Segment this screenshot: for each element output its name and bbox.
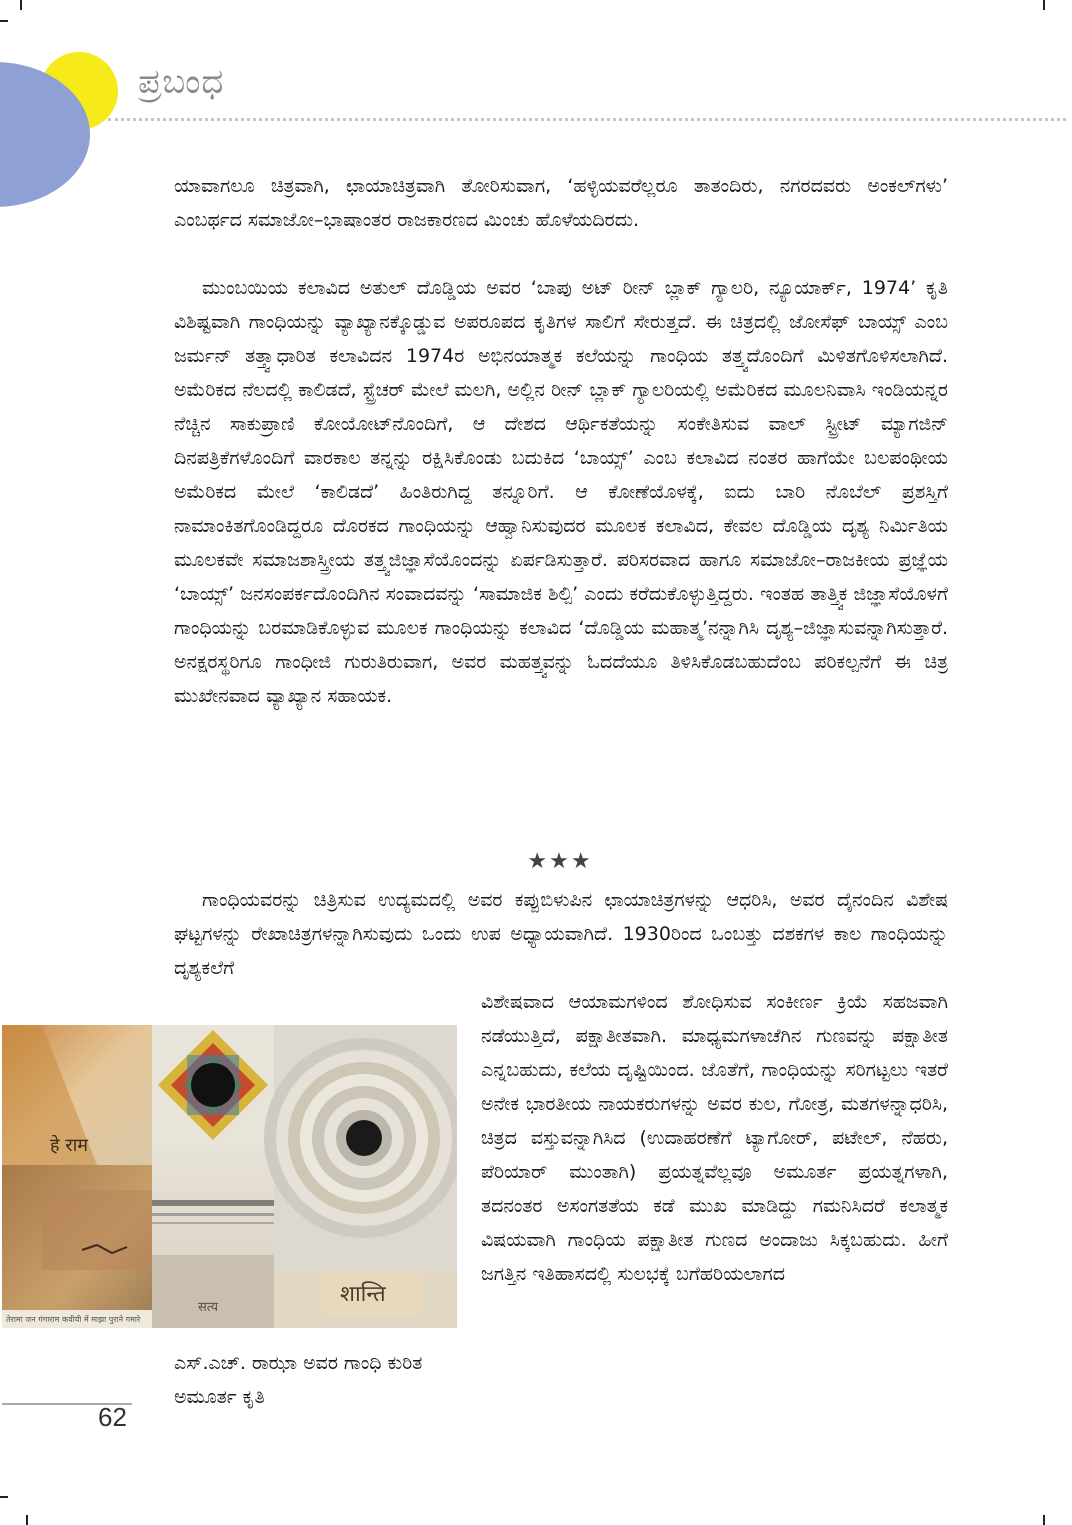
section-title: ಪ್ರಬಂಧ [138, 62, 225, 102]
section-separator-stars: ★★★ [527, 849, 593, 874]
label-he-ram: हे राम [50, 1135, 89, 1156]
paragraph-4: ವಿಶೇಷವಾದ ಆಯಾಮಗಳಿಂದ ಶೋಧಿಸುವ ಸಂಕೀರ್ಣ ಕ್ರಿಯೆ ಸಹಜವಾಗಿ ನಡೆಯುತ್ತಿದೆ, ಪಕ್ಷಾತೀತವಾಗಿ. ಮಾಧ್ಯಮಗಳಾಚೆಗಿನ ಗುಣವನ್ನು ಪಕ್ಷಾತೀತ ಎನ್ನಬಹುದು, ಕಲೆಯ ದೃಷ್ಟಿಯಿಂದ. ಜೊತೆಗೆ, ಗಾಂಧಿಯನ್ನು ಸರಿಗಟ್ಟಲು ಇತರೆ ಅನೇಕ ಭಾರತೀಯ ನಾಯಕರುಗಳನ್ನು ಅವರ ಕುಲ, ಗೋತ್ರ, ಮತಗಳನ್ನಾಧರಿಸಿ, ಚಿತ್ರದ ವಸ್ತುವನ್ನಾಗಿಸಿದ (ಉದಾಹರಣೆಗೆ ಟ್ಯಾಗೋರ್, ಪಟೇಲ್, ನೆಹರು, ಪೆರಿಯಾರ್ ಮುಂತಾಗಿ) ಪ್ರಯತ್ನವೆಲ್ಲವೂ ಅಮೂರ್ತ ಪ್ರಯತ್ನಗಳಾಗಿ, ತದನಂತರ ಅಸಂಗತತೆಯ ಕಡೆ ಮುಖ ಮಾಡಿದ್ದು ಗಮನಿಸಿದರೆ ಕಲಾತ್ಮಕ ವಿಷಯವಾಗಿ ಗಾಂಧಿಯ ಪಕ್ಷಾತೀತ ಗುಣದ ಅಂದಾಜು ಸಿಕ್ಕಬಹುದು. ಹೀಗೆ ಜಗತ್ತಿನ ಇತಿಹಾಸದಲ್ಲಿ ಸುಲಭಕ್ಕೆ ಬಗೆಹರಿಯಲಾಗದ [481, 991, 948, 1285]
crop-mark [20, 0, 22, 10]
label-bottom-strip: तेरामा जन गंगाराम कवीयी में माझा पुराने गमारे [6, 1315, 141, 1324]
abstract-gandhi-painting [2, 1025, 457, 1328]
crop-mark [1043, 0, 1045, 10]
paragraph-1: ಯಾವಾಗಲೂ ಚಿತ್ರವಾಗಿ, ಛಾಯಾಚಿತ್ರವಾಗಿ ತೋರಿಸುವಾಗ, ‘ಹಳ್ಳಿಯವರೆಲ್ಲರೂ ತಾತಂದಿರು, ನಗರದವರು ಅಂಕಲ್‌ಗಳು’ ಎಂಬರ್ಥದ ಸಮಾಜೋ–ಭಾಷಾಂತರ ರಾಜಕಾರಣದ ಮಿಂಚು ಹೊಳೆಯದಿರದು. [174, 175, 948, 231]
paragraph-3: ಗಾಂಧಿಯವರನ್ನು ಚಿತ್ರಿಸುವ ಉದ್ಯಮದಲ್ಲಿ ಅವರ ಕಪ್ಪುಬಿಳುಪಿನ ಛಾಯಾಚಿತ್ರಗಳನ್ನು ಆಧರಿಸಿ, ಅವರ ದೈನಂದಿನ ವಿಶೇಷ ಘಟ್ಟಗಳನ್ನು ರೇಖಾಚಿತ್ರಗಳನ್ನಾಗಿಸುವುದು ಒಂದು ಉಪ ಅಧ್ಯಾಯವಾಗಿದೆ. 1930ರಿಂದ ಒಂಬತ್ತು ದಶಕಗಳ ಕಾಲ ಗಾಂಧಿಯನ್ನು ದೃಶ್ಯಕಲೆಗೆ [174, 889, 948, 979]
figure-caption: ಎಸ್.ಎಚ್. ರಾಝಾ ಅವರ ಗಾಂಧಿ ಕುರಿತ ಅಮೂರ್ತ ಕೃತಿ [174, 1352, 423, 1408]
crop-mark [26, 1515, 28, 1525]
header-dotted-rule [108, 118, 1066, 121]
page-number: 62 [98, 1402, 127, 1432]
crop-mark [1043, 1515, 1045, 1525]
label-shanti: शान्ति [340, 1282, 386, 1307]
label-satya: सत्य [198, 1300, 219, 1315]
paragraph-2: ಮುಂಬಯಿಯ ಕಲಾವಿದ ಅತುಲ್ ದೊಡ್ಡಿಯ ಅವರ ‘ಬಾಪು ಅಟ್ ರೀನ್ ಬ್ಲಾಕ್ ಗ್ಯಾಲರಿ, ನ್ಯೂಯಾರ್ಕ್, 1974’ ಕೃತಿ ವಿಶಿಷ್ಟವಾಗಿ ಗಾಂಧಿಯನ್ನು ವ್ಯಾಖ್ಯಾನಕ್ಕೊಡ್ಡುವ ಅಪರೂಪದ ಕೃತಿಗಳ ಸಾಲಿಗೆ ಸೇರುತ್ತದೆ. ಈ ಚಿತ್ರದಲ್ಲಿ ಜೋಸೆಫ್ ಬಾಯ್ಸ್ ಎಂಬ ಜರ್ಮನ್ ತತ್ತ್ವಾಧಾರಿತ ಕಲಾವಿದನ 1974ರ ಅಭಿನಯಾತ್ಮಕ ಕಲೆಯನ್ನು ಗಾಂಧಿಯ ತತ್ತ್ವದೊಂದಿಗೆ ಮಿಳಿತಗೊಳಿಸಲಾಗಿದೆ. ಅಮೆರಿಕದ ನೆಲದಲ್ಲಿ ಕಾಲಿಡದೆ, ಸ್ಟ್ರೆಚರ್ ಮೇಲೆ ಮಲಗಿ, ಅಲ್ಲಿನ ರೀನ್ ಬ್ಲಾಕ್ ಗ್ಯಾಲರಿಯಲ್ಲಿ ಅಮೆರಿಕದ ಮೂಲನಿವಾಸಿ ಇಂಡಿಯನ್ನರ ನೆಚ್ಚಿನ ಸಾಕುಪ್ರಾಣಿ ಕೋಯೋಟ್‌ನೊಂದಿಗೆ, ಆ ದೇಶದ ಆರ್ಥಿಕತೆಯನ್ನು ಸಂಕೇತಿಸುವ ವಾಲ್ ಸ್ಟ್ರೀಟ್ ಮ್ಯಾಗಜಿನ್ ದಿನಪತ್ರಿಕೆಗಳೊಂದಿಗೆ ವಾರಕಾಲ ತನ್ನನ್ನು ರಕ್ಷಿಸಿಕೊಂಡು ಬದುಕಿದ ‘ಬಾಯ್ಸ್’ ಎಂಬ ಕಲಾವಿದ ನಂತರ ಹಾಗೆಯೇ ಬಲಪಂಥೀಯ ಅಮೆರಿಕದ ಮೇಲೆ ‘ಕಾಲಿಡದೆ’ ಹಿಂತಿರುಗಿದ್ದ ತನ್ನೂರಿಗೆ. ಆ ಕೋಣೆಯೊಳಕ್ಕೆ, ಐದು ಬಾರಿ ನೊಬೆಲ್ ಪ್ರಶಸ್ತಿಗೆ ನಾಮಾಂಕಿತಗೊಂಡಿದ್ದರೂ ದೊರಕದ ಗಾಂಧಿಯನ್ನು ಆಹ್ವಾನಿಸುವುದರ ಮೂಲಕ ಕಲಾವಿದ, ಕೇವಲ ದೊಡ್ಡಿಯ ದೃಶ್ಯ ನಿರ್ಮಿತಿಯ ಮೂಲಕವೇ ಸಮಾಜಶಾಸ್ತ್ರೀಯ ತತ್ತ್ವಜಿಜ್ಞಾಸೆಯೊಂದನ್ನು ಏರ್ಪಡಿಸುತ್ತಾರೆ. ಪರಿಸರವಾದ ಹಾಗೂ ಸಮಾಜೋ–ರಾಜಕೀಯ ಪ್ರಜ್ಞೆಯ ‘ಬಾಯ್ಸ್’ ಜನಸಂಪರ್ಕದೊಂದಿಗಿನ ಸಂವಾದವನ್ನು ‘ಸಾಮಾಜಿಕ ಶಿಲ್ಪಿ’ ಎಂದು ಕರೆದುಕೊಳ್ಳುತ್ತಿದ್ದರು. ಇಂತಹ ತಾತ್ತ್ವಿಕ ಜಿಜ್ಞಾಸೆಯೊಳಗೆ ಗಾಂಧಿಯನ್ನು ಬರಮಾಡಿಕೊಳ್ಳುವ ಮೂಲಕ ಗಾಂಧಿಯನ್ನು ಕಲಾವಿದ ‘ದೊಡ್ಡಿಯ ಮಹಾತ್ಮ’ನನ್ನಾಗಿಸಿ ದೃಶ್ಯ–ಜಿಜ್ಞಾಸುವನ್ನಾಗಿಸುತ್ತಾರೆ. ಅನಕ್ಷರಸ್ಥರಿಗೂ ಗಾಂಧೀಜಿ ಗುರುತಿರುವಾಗ, ಅವರ ಮಹತ್ತ್ವವನ್ನು ಓದದೆಯೂ ತಿಳಿಸಿಕೊಡಬಹುದೆಂಬ ಪರಿಕಲ್ಪನೆಗೆ ಈ ಚಿತ್ರ ಮುಖೇನವಾದ ವ್ಯಾಖ್ಯಾನ ಸಹಾಯಕ. [174, 277, 948, 707]
crop-mark [0, 20, 8, 22]
crop-mark [0, 1496, 8, 1498]
